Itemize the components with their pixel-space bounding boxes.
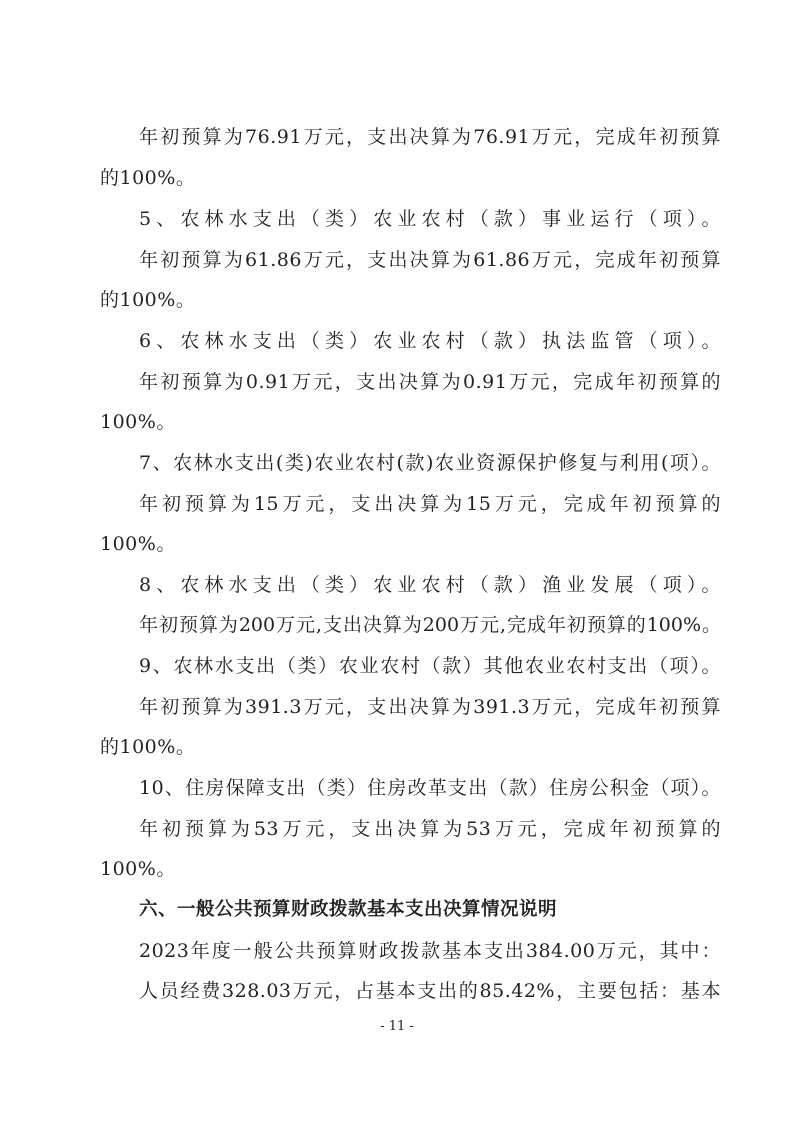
paragraph-line: 100%。 [100,533,176,555]
paragraph-line: 2023年度一般公共预算财政拨款基本支出384.00万元，其中： [139,940,721,962]
paragraph-line: 的100%。 [100,289,196,311]
paragraph-line: 年初预算为391.3万元，支出决算为391.3万元，完成年初预算 [139,696,721,718]
item-heading: 10、住房保障支出（类）住房改革支出（款）住房公积金（项）。 [139,777,721,799]
paragraph-line: 的100%。 [100,167,196,189]
item-heading: 8、农林水支出（类）农业农村（款）渔业发展（项）。 [139,574,721,596]
paragraph-line: 年初预算为15万元，支出决算为15万元，完成年初预算的 [139,493,721,515]
paragraph-line: 年初预算为61.86万元，支出决算为61.86万元，完成年初预算 [139,249,721,271]
paragraph-line: 的100%。 [100,736,196,758]
item-heading: 6、农林水支出（类）农业农村（款）执法监管（项）。 [139,330,721,352]
paragraph-line: 人员经费328.03万元，占基本支出的85.42%，主要包括：基本 [139,980,721,1002]
paragraph-line: 年初预算为200万元,支出决算为200万元,完成年初预算的100%。 [139,614,721,636]
section-heading: 六、一般公共预算财政拨款基本支出决算情况说明 [139,899,558,920]
paragraph-line: 年初预算为53万元，支出决算为53万元，完成年初预算的 [139,818,721,840]
paragraph-line: 100%。 [100,411,176,433]
item-heading: 9、农林水支出（类）农业农村（款）其他农业农村支出（项）。 [139,655,721,677]
paragraph-line: 年初预算为76.91万元，支出决算为76.91万元，完成年初预算 [139,126,721,148]
item-heading: 5、农林水支出（类）农业农村（款）事业运行（项）。 [139,208,721,230]
paragraph-line: 年初预算为0.91万元，支出决算为0.91万元，完成年初预算的 [139,371,721,393]
paragraph-line: 100%。 [100,858,176,880]
page-number: - 11 - [380,1019,414,1034]
item-heading: 7、农林水支出(类)农业农村(款)农业资源保护修复与利用(项）。 [139,452,721,474]
